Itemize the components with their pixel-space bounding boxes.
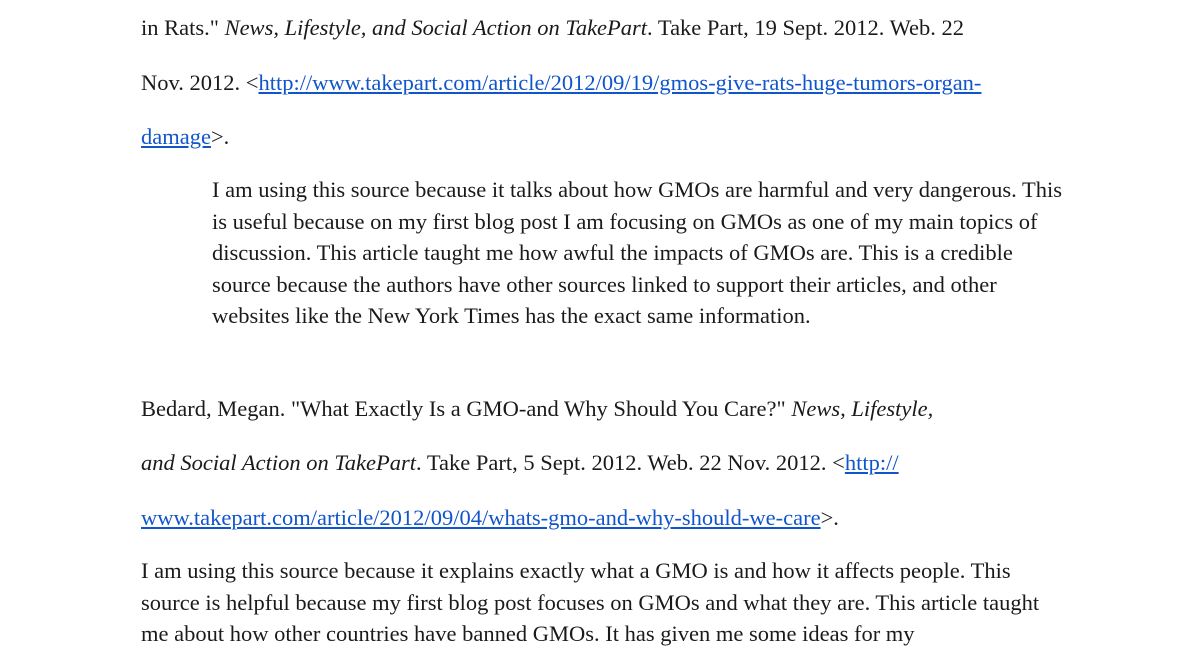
citation-2-link-continued[interactable]: www.takepart.com/article/2012/09/04/whats-gmo-and-why-should-we-care bbox=[141, 505, 821, 530]
citation-2-closing: >. bbox=[820, 505, 839, 530]
citation-2-annotation: I am using this source because it explains exactly what a GMO is and how it affects people. This source is helpful because my first blog post focuses on GMOs and what they are. This article taught me about how other countries have banned GMOs. It has given me some ideas for my bbox=[141, 558, 1040, 646]
citation-1-line-3 bbox=[141, 126, 229, 149]
citation-1-annotation: I am using this source because it talks about how GMOs are harmful and very dangerous. This is useful because on my first blog post I am focusing on GMOs as one of my main topics of discussion. This article taught me how awful the impacts of GMOs are. This is a credible source because the authors have other sources linked to support their articles, and other websites like the New York Times has the exact same information. bbox=[212, 177, 1063, 328]
citation-1-line-2 bbox=[141, 72, 981, 95]
citation-2-publication-continued: and Social Action on TakePart bbox=[141, 450, 416, 475]
citation-2-author-title: Bedard, Megan. "What Exactly Is a GMO-and Why Should You Care?" bbox=[141, 396, 792, 421]
citation-1-closing: >. bbox=[210, 124, 230, 149]
citation-2-details: . Take Part, 5 Sept. 2012. Web. 22 Nov. 2012. < bbox=[416, 450, 845, 475]
citation-2-line-3 bbox=[141, 507, 839, 530]
citation-1-line-1 bbox=[141, 17, 964, 40]
citation-1-link-continued[interactable]: damage bbox=[141, 124, 211, 149]
citation-2-link[interactable]: http:// bbox=[844, 450, 899, 475]
citation-1-title-tail: in Rats." bbox=[141, 15, 225, 40]
citation-1-details: . Take Part, 19 Sept. 2012. Web. 22 bbox=[647, 15, 965, 40]
citation-1-publication: News, Lifestyle, and Social Action on TakePart bbox=[224, 15, 648, 40]
citation-1-link[interactable]: http://www.takepart.com/article/2012/09/19/gmos-give-rats-huge-tumors-organ- bbox=[258, 70, 982, 95]
citation-1-date: Nov. 2012. < bbox=[141, 70, 259, 95]
citation-2-line-2 bbox=[141, 452, 899, 475]
citation-2-line-1 bbox=[141, 398, 933, 421]
citation-2-publication: News, Lifestyle, bbox=[791, 396, 934, 421]
